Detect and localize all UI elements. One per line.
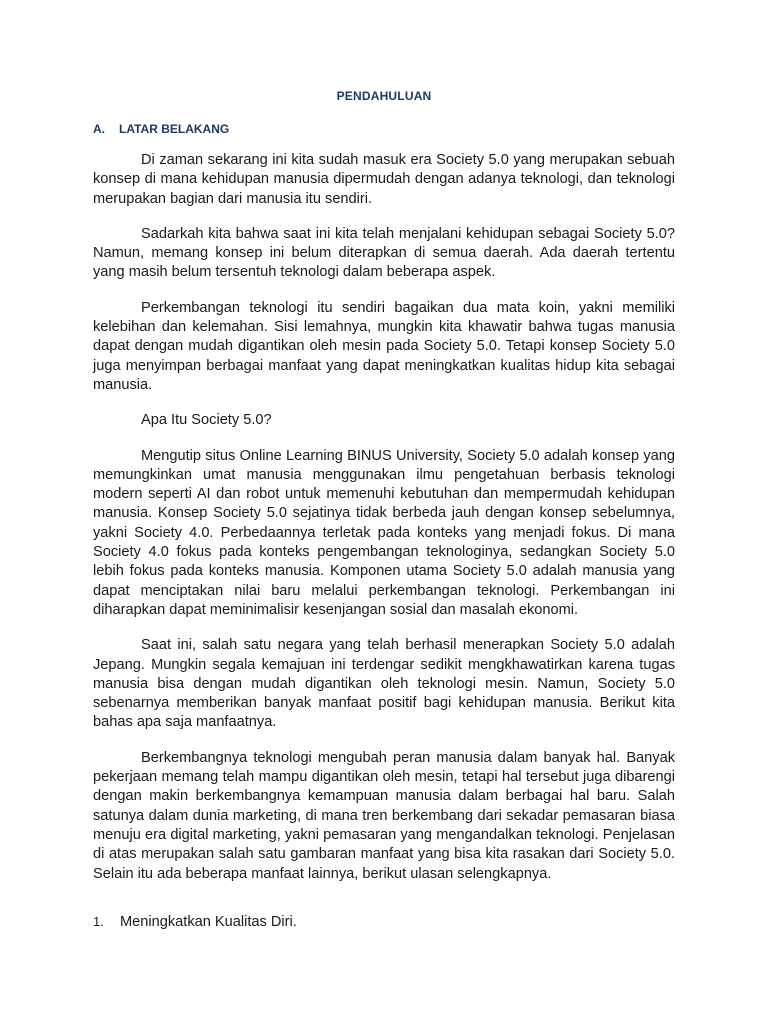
- body-text: [93, 151, 675, 900]
- paragraph-intro: Di zaman sekarang ini kita sudah masuk era Society 5.0 yang merupakan sebuah konsep di mana kehidupan manusia dipermudah dengan adanya teknologi, dan teknologi merupakan bagian dari manusia itu sendiri.: [93, 152, 675, 207]
- section-heading: [93, 122, 229, 136]
- paragraph-benefits: Berkembangnya teknologi mengubah peran manusia dalam banyak hal. Banyak pekerjaan memang telah mampu digantikan oleh mesin, tetapi hal tersebut juga dibarengi dengan makin berkembangnya kemampuan manusia dalam berbagai hal baru. Salah satunya dalam dunia marketing, di mana tren berkembang dari sekadar pemasaran biasa menuju era digital marketing, yakni pemasaran yang mengandalkan teknologi. Penjelasan di atas merupakan salah satu gambaran manfaat yang bisa kita rasakan dari Society 5.0. Selain itu ada beberapa manfaat lainnya, berikut ulasan selengkapnya.: [93, 749, 675, 882]
- section-title: LATAR BELAKANG: [119, 122, 230, 136]
- paragraph-japan: Saat ini, salah satu negara yang telah berhasil menerapkan Society 5.0 adalah Jepang. Mungkin segala kemajuan ini terdengar sedikit mengkhawatirkan karena tugas manusia bisa dengan mudah digantikan oleh teknologi mesin. Namun, Society 5.0 sebenarnya memberikan banyak manfaat positif bagi kehidupan manusia. Berikut kita bahas apa saja manfaatnya.: [93, 637, 675, 731]
- paragraph-society-question: Sadarkah kita bahwa saat ini kita telah menjalani kehidupan sebagai Society 5.0? Namun, memang konsep ini belum diterapkan di semua daerah. Ada daerah tertentu yang masih belum tersentuh teknologi dalam beberapa aspek.: [93, 225, 675, 281]
- page-title: PENDAHULUAN: [336, 89, 432, 103]
- list-item-number: 1.: [93, 914, 104, 929]
- section-number: A.: [93, 122, 105, 136]
- subheading-what-is-society: Apa Itu Society 5.0?: [141, 412, 272, 429]
- list-item-text: Meningkatkan Kualitas Diri.: [120, 914, 297, 930]
- list-item: [93, 914, 297, 930]
- paragraph-definition: Mengutip situs Online Learning BINUS University, Society 5.0 adalah konsep yang memungkinkan umat manusia menggunakan ilmu pengetahuan berbasis teknologi modern seperti AI dan robot untuk memenuhi kebutuhan dan mempermudah kehidupan manusia. Konsep Society 5.0 sejatinya tidak berbeda jauh dengan konsep sebelumnya, yakni Society 4.0. Perbedaannya terletak pada konteks yang menjadi fokus. Di mana Society 4.0 fokus pada konteks pengembangan teknologinya, sedangkan Society 5.0 lebih fokus pada konteks manusia. Komponen utama Society 5.0 adalah manusia yang dapat menciptakan nilai baru melalui perkembangan teknologi. Perkembangan ini diharapkan dapat meminimalisir kesenjangan sosial dan masalah ekonomi.: [93, 447, 675, 618]
- paragraph-two-sides: Perkembangan teknologi itu sendiri bagaikan dua mata koin, yakni memiliki kelebihan dan kelemahan. Sisi lemahnya, mungkin kita khawatir bahwa tugas manusia dapat dengan mudah digantikan oleh mesin pada Society 5.0. Tetapi konsep Society 5.0 juga menyimpan berbagai manfaat yang dapat meningkatkan kualitas hidup kita sebagai manusia.: [93, 299, 675, 393]
